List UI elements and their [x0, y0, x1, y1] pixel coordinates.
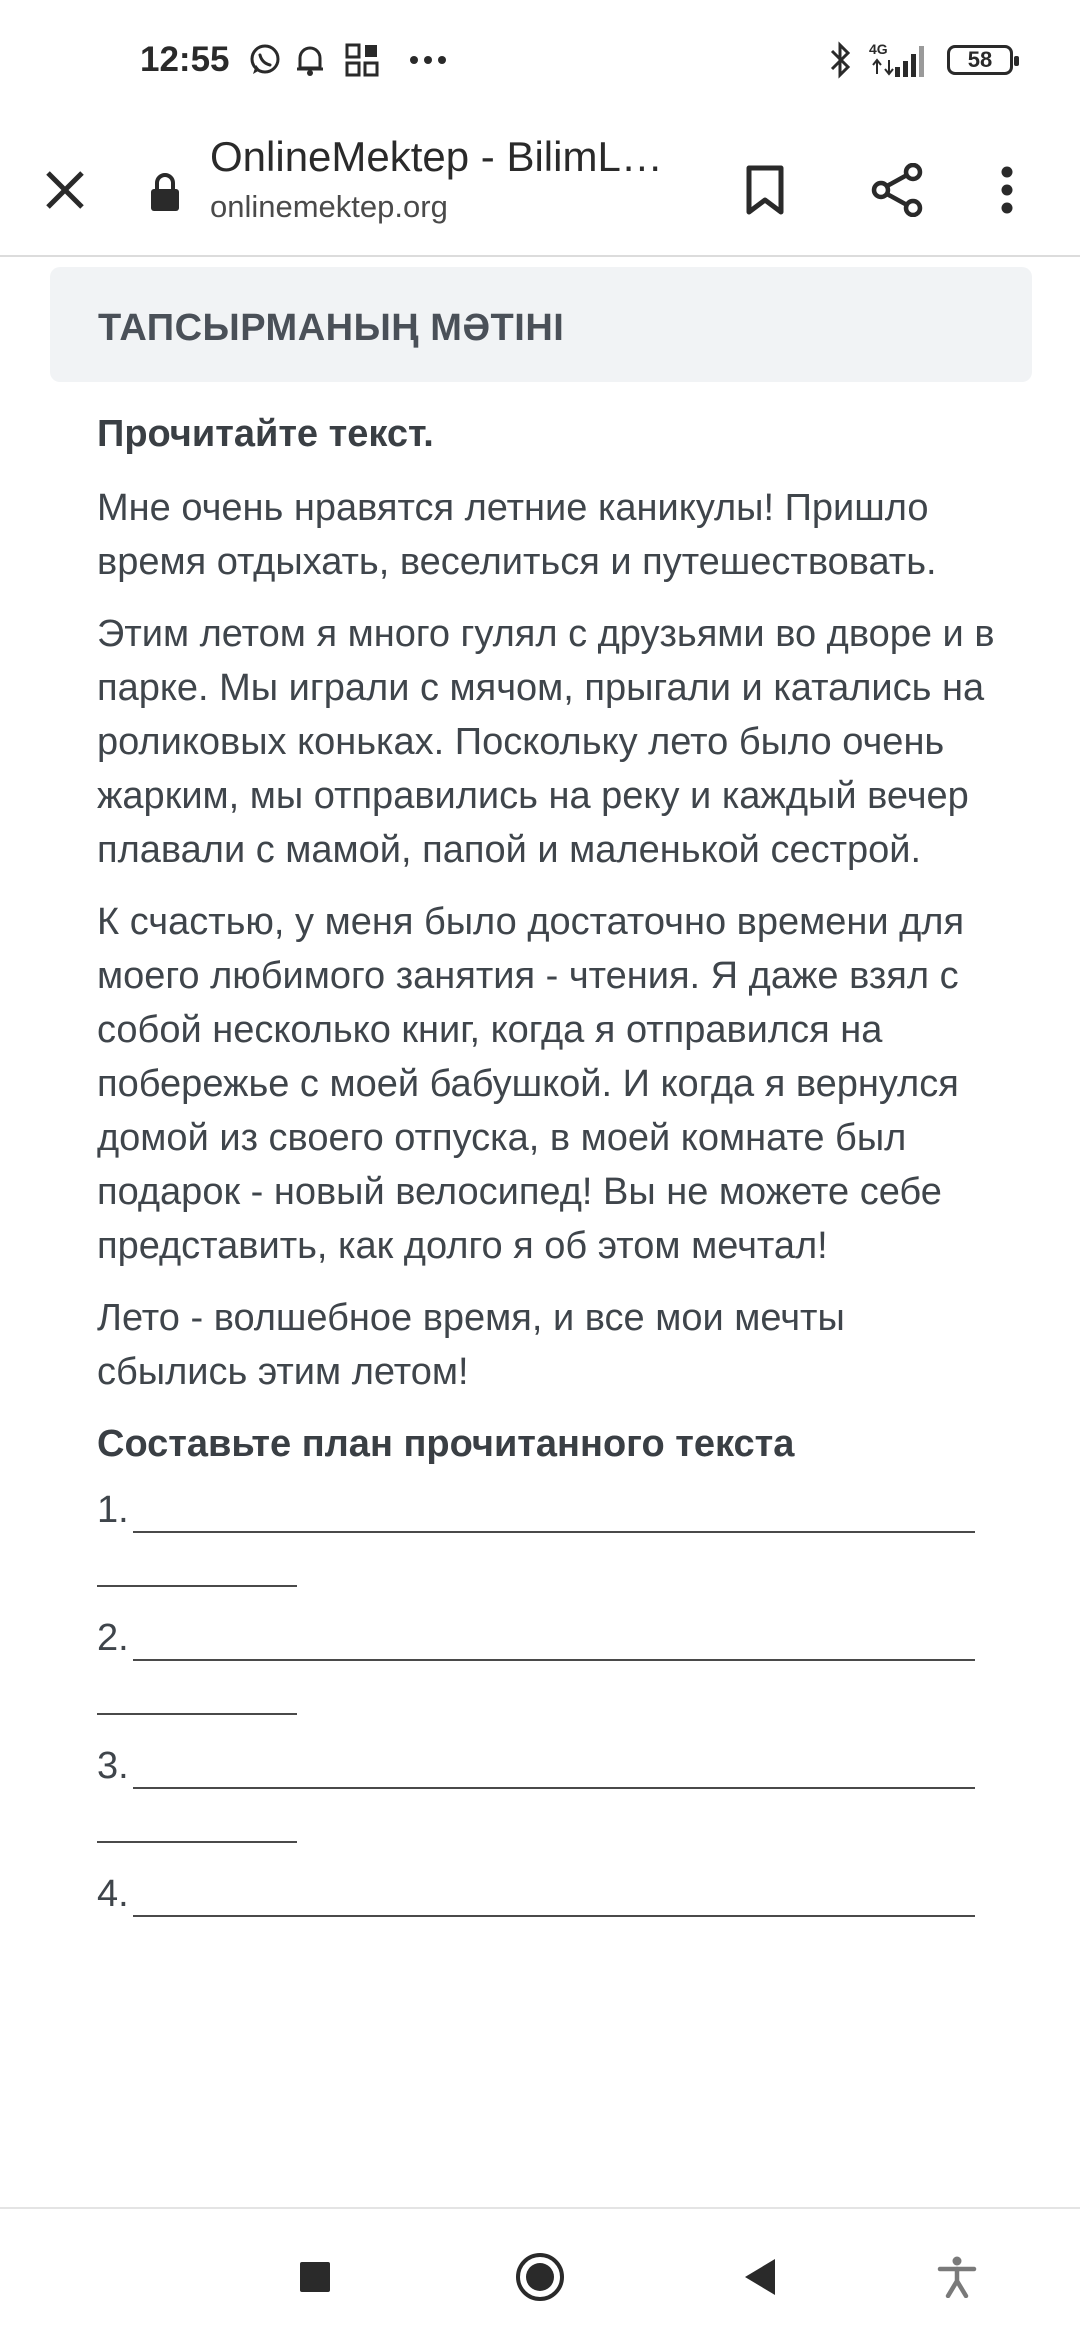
more-dots-icon: [405, 40, 450, 80]
network-type: 4G: [869, 41, 888, 57]
answer-line: [133, 1531, 975, 1533]
home-circle-icon[interactable]: [505, 2242, 575, 2312]
recents-square-icon[interactable]: [280, 2242, 350, 2312]
answer-line: [97, 1585, 297, 1587]
task-instruction: Прочитайте текст.: [97, 413, 434, 455]
share-icon[interactable]: [862, 155, 932, 225]
task-section-header: [50, 267, 1032, 382]
back-triangle-icon[interactable]: [725, 2242, 795, 2312]
paragraph: Лето - волшебное время, и все мои мечты сбылись этим летом!: [97, 1297, 845, 1393]
paragraph: К счастью, у меня было достаточно времени для моего любимого занятия - чтения. Я даже взял с собой несколько книг, когда я отправился на побережье с моей бабушкой. И когда я вернулся домой из своего отпуска, в моей комнате был подарок - новый велосипед! Вы не можете себе представить, как долго я об этом мечтал!: [97, 901, 965, 1267]
plan-heading: Составьте план прочитанного текста: [97, 1423, 795, 1465]
browser-toolbar: [0, 125, 1080, 257]
signal-icon: [868, 40, 930, 80]
task-text: [97, 407, 997, 1993]
battery-level: 58: [967, 47, 993, 72]
task-section-title: ТАПСЫРМАНЫҢ МӘТІНІ: [98, 307, 565, 349]
bookmark-icon[interactable]: [730, 155, 800, 225]
plan-item: [97, 1865, 997, 1993]
page-url: onlinemektep.org: [210, 189, 448, 224]
plan-item: [97, 1737, 997, 1865]
plan-item-number: 1.: [97, 1489, 129, 1531]
status-time: 12:55: [140, 40, 230, 79]
plan-item-number: 4.: [97, 1873, 129, 1915]
system-nav-bar: [0, 2207, 1080, 2342]
answer-line: [97, 1713, 297, 1715]
accessibility-icon[interactable]: [922, 2242, 992, 2312]
plan-item: [97, 1609, 997, 1737]
plan-item-number: 2.: [97, 1617, 129, 1659]
whatsapp-icon: [245, 40, 285, 80]
more-vert-icon[interactable]: [982, 155, 1032, 225]
page-title: OnlineMektep - BilimL…: [210, 133, 663, 180]
plan-item: [97, 1481, 997, 1609]
battery-icon: [940, 40, 1020, 80]
bell-icon: [290, 40, 330, 80]
apps-grid-icon: [342, 40, 382, 80]
bluetooth-icon: [820, 40, 860, 80]
plan-item-number: 3.: [97, 1745, 129, 1787]
status-bar: [0, 0, 1080, 125]
lock-icon: [135, 157, 195, 227]
answer-line: [133, 1659, 975, 1661]
close-icon[interactable]: [30, 155, 100, 225]
paragraph: Этим летом я много гулял с друзьями во дворе и в парке. Мы играли с мячом, прыгали и катались на роликовых коньках. Поскольку лето было очень жарким, мы отправились на реку и каждый вечер плавали с мамой, папой и маленькой сестрой.: [97, 613, 995, 871]
page-content[interactable]: [0, 257, 1080, 2207]
paragraph: Мне очень нравятся летние каникулы! Пришло время отдыхать, веселиться и путешествовать.: [97, 487, 937, 583]
answer-line: [133, 1915, 975, 1917]
answer-line: [97, 1841, 297, 1843]
answer-line: [133, 1787, 975, 1789]
